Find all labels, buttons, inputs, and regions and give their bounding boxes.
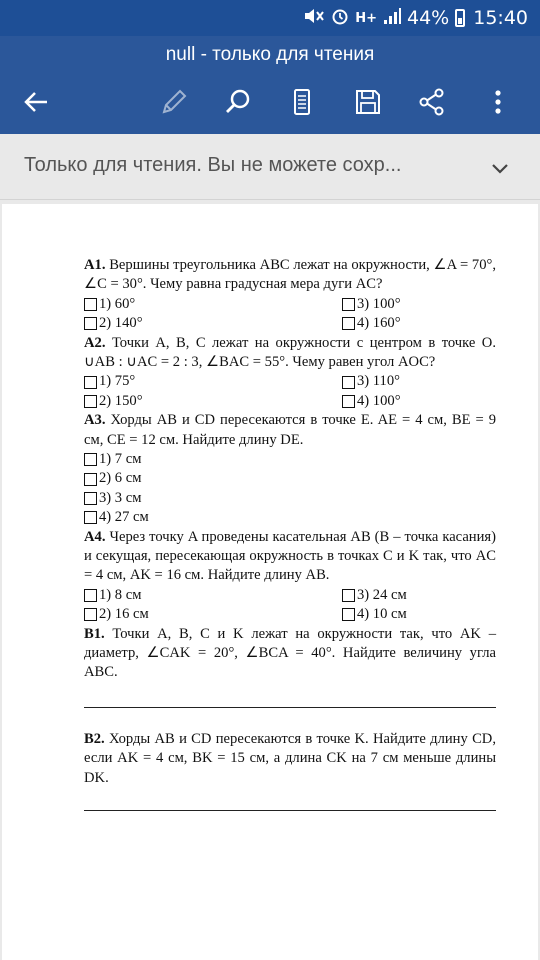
- share-icon: [417, 87, 447, 117]
- search-button[interactable]: [216, 80, 260, 124]
- answer-option[interactable]: [84, 489, 496, 508]
- question-number: В1.: [84, 625, 105, 642]
- toolbar: [0, 80, 540, 124]
- reading-view-button[interactable]: [280, 80, 324, 124]
- checkbox[interactable]: [342, 608, 355, 621]
- network-type-label: H+: [355, 10, 377, 26]
- option-label: 2) 6 см: [99, 470, 142, 487]
- option-label: 2) 16 см: [99, 606, 149, 623]
- checkbox[interactable]: [84, 395, 97, 408]
- question-number: В2.: [84, 730, 105, 747]
- option-label: 4) 160°: [357, 315, 401, 332]
- app-bar: [0, 36, 540, 134]
- checkbox[interactable]: [342, 589, 355, 602]
- question-a4: [84, 528, 496, 625]
- option-label: 2) 140°: [99, 315, 143, 332]
- question-number: А4.: [84, 528, 106, 545]
- checkbox[interactable]: [342, 395, 355, 408]
- answer-option[interactable]: [290, 314, 496, 333]
- read-only-message: Только для чтения. Вы не можете сохр...: [24, 154, 402, 176]
- checkbox[interactable]: [84, 492, 97, 505]
- question-number: А1.: [84, 257, 106, 273]
- checkbox[interactable]: [84, 453, 97, 466]
- answer-option[interactable]: [290, 295, 496, 314]
- checkbox[interactable]: [342, 317, 355, 330]
- document-content: [84, 256, 496, 811]
- option-label: 3) 24 см: [357, 586, 407, 603]
- answer-option[interactable]: [84, 605, 290, 624]
- question-text: Хорды AB и CD пересекаются в точке E. AE = 4 см, BE = 9 см, CE = 12 см. Найдите длину DE.: [84, 412, 496, 448]
- option-label: 1) 8 см: [99, 586, 142, 603]
- answer-option[interactable]: [84, 508, 496, 527]
- back-button[interactable]: [14, 80, 58, 124]
- battery-icon: [455, 9, 465, 27]
- share-button[interactable]: [410, 80, 454, 124]
- save-icon: [353, 87, 383, 117]
- battery-percent: 44%: [407, 7, 450, 29]
- option-label: 4) 27 см: [99, 509, 149, 526]
- answer-line: [84, 707, 496, 708]
- answer-option[interactable]: [290, 392, 496, 411]
- checkbox[interactable]: [342, 376, 355, 389]
- question-text: Точки A, B, C лежат на окружности с центром в точке O. ∪AB : ∪AC = 2 : 3, ∠BAC = 55°. Чему равен угол AOC?: [84, 334, 496, 370]
- question-text: Хорды AB и CD пересекаются в точке K. Найдите длину CD, если AK = 4 см, BK = 15 см, а длина CK на 7 см меньше длины DK.: [84, 730, 496, 786]
- checkbox[interactable]: [84, 511, 97, 524]
- option-label: 4) 10 см: [357, 606, 407, 623]
- answer-option[interactable]: [290, 605, 496, 624]
- question-text: Точки A, B, C и K лежат на окружности так, что AK – диаметр, ∠CAK = 20°, ∠BCA = 40°. Найдите величину угла ABC.: [84, 625, 496, 681]
- question-number: А3.: [84, 412, 106, 429]
- clock: 15:40: [473, 7, 528, 29]
- more-options-button[interactable]: [476, 80, 520, 124]
- answer-option[interactable]: [84, 450, 496, 469]
- answer-option[interactable]: [290, 586, 496, 605]
- option-label: 1) 60°: [99, 295, 136, 312]
- more-vert-icon: [483, 87, 513, 117]
- edit-pencil-icon: [159, 87, 189, 117]
- question-b1: [84, 625, 496, 708]
- answer-line: [84, 810, 496, 811]
- answer-option[interactable]: [84, 314, 290, 333]
- option-label: 3) 110°: [357, 373, 400, 390]
- answer-option[interactable]: [84, 586, 290, 605]
- answer-option[interactable]: [84, 295, 290, 314]
- document-title: null - только для чтения: [165, 44, 375, 65]
- save-button[interactable]: [346, 80, 390, 124]
- question-a2: [84, 334, 496, 412]
- option-label: 4) 100°: [357, 392, 401, 409]
- answer-option[interactable]: [84, 372, 290, 391]
- option-label: 1) 7 см: [99, 451, 142, 467]
- checkbox[interactable]: [84, 376, 97, 389]
- reading-view-icon: [287, 87, 317, 117]
- edit-button[interactable]: [152, 80, 196, 124]
- read-only-banner[interactable]: [0, 134, 540, 200]
- chevron-down-icon[interactable]: [488, 156, 512, 180]
- option-label: 2) 150°: [99, 392, 143, 409]
- answer-option[interactable]: [84, 392, 290, 411]
- question-text: Через точку A проведены касательная AB (B – точка касания) и секущая, пересекающая окружность в точках C и K так, что AC = 4 см, AK = 16 см. Найдите длину AB.: [84, 528, 496, 584]
- question-number: А2.: [84, 334, 106, 351]
- option-label: 3) 3 см: [99, 489, 142, 506]
- checkbox[interactable]: [84, 589, 97, 602]
- question-a1: [84, 256, 496, 334]
- checkbox[interactable]: [84, 608, 97, 621]
- status-icons: [303, 6, 528, 30]
- search-icon: [223, 87, 253, 117]
- option-label: 3) 100°: [357, 295, 401, 312]
- question-a3: [84, 411, 496, 527]
- option-label: 1) 75°: [99, 373, 136, 390]
- document-page: [2, 204, 538, 960]
- question-text: Вершины треугольника ABC лежат на окружности, ∠A = 70°, ∠C = 30°. Чему равна градусная мера дуги AC?: [84, 257, 496, 293]
- checkbox[interactable]: [84, 473, 97, 486]
- checkbox[interactable]: [84, 317, 97, 330]
- mute-icon: [303, 7, 325, 30]
- status-bar: [0, 0, 540, 36]
- checkbox[interactable]: [342, 298, 355, 311]
- alarm-icon: [331, 7, 349, 30]
- answer-option[interactable]: [84, 469, 496, 488]
- back-arrow-icon: [21, 87, 51, 117]
- checkbox[interactable]: [84, 298, 97, 311]
- signal-icon: [383, 7, 401, 30]
- answer-option[interactable]: [290, 372, 496, 391]
- question-b2: [84, 730, 496, 811]
